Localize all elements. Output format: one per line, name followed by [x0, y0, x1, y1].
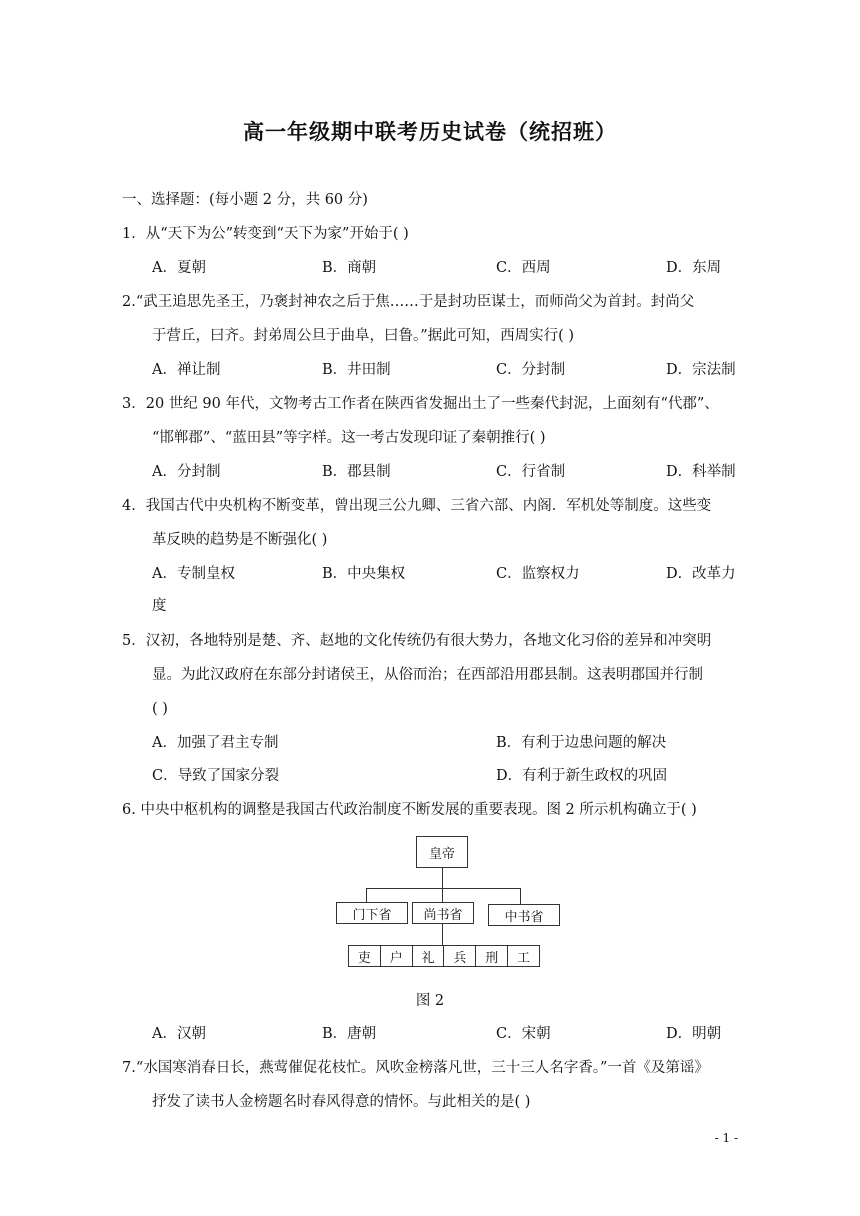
diagram-connector	[366, 888, 520, 889]
question-3-option-b: B．郡县制	[322, 464, 391, 480]
question-4-option-b: B．中央集权	[322, 566, 406, 582]
question-2-stem-line-2: 于营丘，曰齐。封弟周公旦于曲阜，曰鲁。”据此可知，西周实行( )	[152, 328, 575, 344]
question-5-stem-line-3: ( )	[152, 701, 168, 717]
diagram-shangshu-box: 尚书省	[412, 902, 474, 924]
question-6-option-b: B．唐朝	[322, 1026, 377, 1042]
question-3-option-c: C．行省制	[496, 464, 566, 480]
ministry-cell: 工	[517, 950, 531, 966]
diagram-zhongshu-box: 中书省	[488, 904, 560, 926]
question-6-stem: 6. 中央中枢机构的调整是我国古代政治制度不断发展的重要表现。图 2 所示机构确立于( )	[122, 802, 697, 818]
diagram-connector	[442, 888, 443, 902]
government-structure-diagram	[330, 832, 550, 972]
page-number: - 1 -	[714, 1131, 738, 1145]
question-5-option-c: C．导致了国家分裂	[152, 768, 280, 784]
ministry-cell: 吏	[349, 946, 381, 966]
question-5-option-b: B．有利于边患问题的解决	[496, 735, 667, 751]
question-5-stem-line-2: 显。为此汉政府在东部分封诸侯王，从俗而治；在西部沿用郡县制。这表明郡国并行制	[152, 667, 703, 683]
page-title: 高一年级期中联考历史试卷（统招班）	[243, 119, 617, 144]
diagram-six-ministries	[348, 945, 540, 967]
section-heading: 一、选择题：(每小题 2 分，共 60 分)	[122, 192, 368, 208]
question-3-option-a: A．分封制	[152, 464, 221, 480]
ministry-cell: 礼	[413, 946, 445, 966]
question-7-stem-line-2: 抒发了读书人金榜题名时春风得意的情怀。与此相关的是( )	[152, 1094, 531, 1110]
question-3-stem-line-1: 3．20 世纪 90 年代，文物考古工作者在陕西省发掘出土了一些秦代封泥，上面刻有“代郡”、	[122, 396, 719, 412]
ministry-cell: 户	[381, 946, 413, 966]
question-4-option-d-continued: 度	[152, 598, 167, 614]
figure-caption: 图 2	[415, 993, 445, 1009]
question-2-option-c: C．分封制	[496, 362, 566, 378]
question-5-option-a: A．加强了君主专制	[152, 735, 279, 751]
diagram-connector	[366, 888, 367, 902]
question-1-option-a: A．夏朝	[152, 260, 206, 276]
question-4-stem-line-2: 革反映的趋势是不断强化( )	[152, 532, 328, 548]
diagram-connector	[442, 868, 443, 888]
question-6-option-a: A．汉朝	[152, 1026, 206, 1042]
question-4-option-a: A．专制皇权	[152, 566, 235, 582]
question-1-option-d: D．东周	[666, 260, 722, 276]
question-2-stem-line-1: 2.“武王追思先圣王，乃褒封神农之后于焦……于是封功臣谋士，而师尚父为首封。封尚父	[122, 294, 695, 310]
question-6-option-c: C．宋朝	[496, 1026, 551, 1042]
question-5-stem-line-1: 5．汉初，各地特别是楚、齐、赵地的文化传统仍有很大势力，各地文化习俗的差异和冲突明	[122, 633, 712, 649]
question-7-stem-line-1: 7.“水国寒消春日长，燕莺催促花枝忙。风吹金榜落凡世，三十三人名字香。”一首《及第谣》	[122, 1060, 709, 1076]
question-6-option-d: D．明朝	[666, 1026, 722, 1042]
question-1-stem: 1．从“天下为公”转变到“天下为家”开始于( )	[122, 226, 409, 242]
question-4-stem-line-1: 4．我国古代中央机构不断变革，曾出现三公九卿、三省六部、内阁．军机处等制度。这些变	[122, 498, 712, 514]
ministry-cell: 兵	[444, 946, 476, 966]
question-3-stem-line-2: “邯郸郡”、“蓝田县”等字样。这一考古发现印证了秦朝推行( )	[152, 430, 546, 446]
diagram-menxia-box: 门下省	[336, 902, 408, 924]
diagram-connector	[520, 888, 521, 904]
question-2-option-d: D．宗法制	[666, 362, 736, 378]
diagram-emperor-box: 皇帝	[416, 836, 468, 868]
diagram-connector	[442, 924, 443, 945]
question-2-option-b: B．井田制	[322, 362, 391, 378]
question-4-option-d: D．改革力	[666, 566, 736, 582]
question-1-option-c: C．西周	[496, 260, 551, 276]
question-4-option-c: C．监察权力	[496, 566, 580, 582]
ministry-cell: 刑	[476, 946, 508, 966]
question-2-option-a: A．禅让制	[152, 362, 221, 378]
question-1-option-b: B．商朝	[322, 260, 377, 276]
question-5-option-d: D．有利于新生政权的巩固	[496, 768, 668, 784]
question-3-option-d: D．科举制	[666, 464, 736, 480]
